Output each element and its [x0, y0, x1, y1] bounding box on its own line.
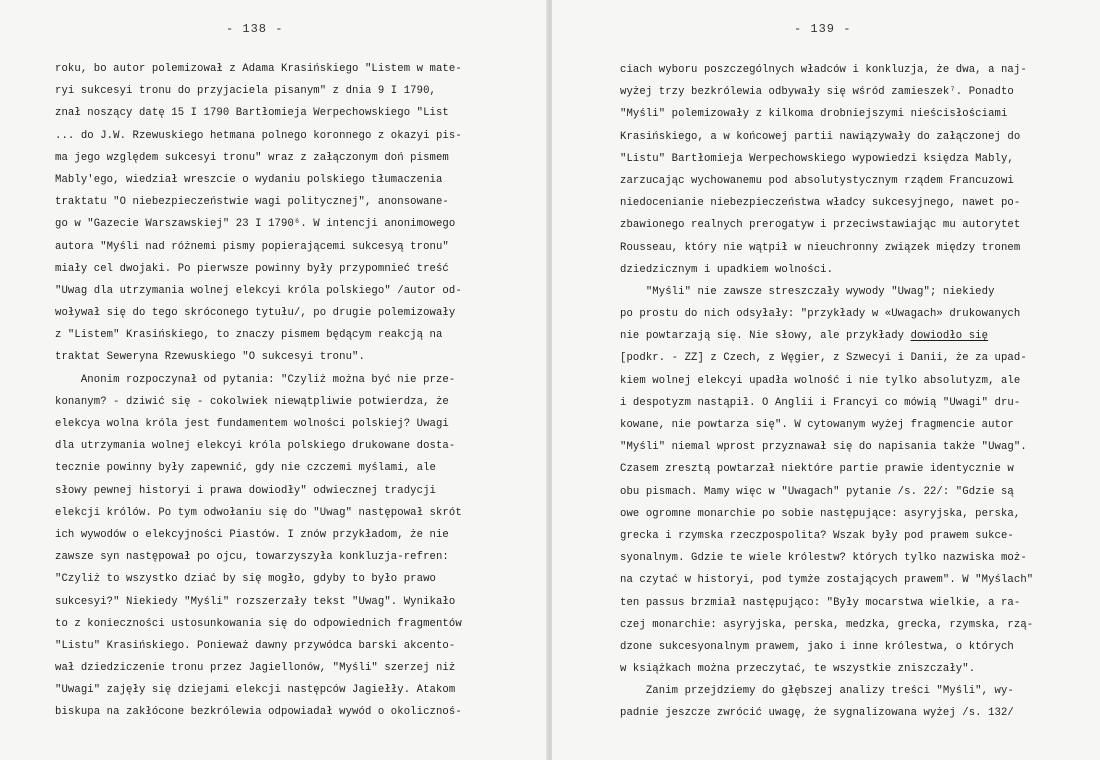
text-line: Rousseau, który nie wątpił w nieuchronny związek między tronem	[620, 241, 1021, 254]
right-page-text	[620, 59, 1060, 725]
text-line: owe ogromne monarchie po sobie następujące: asyryjska, perska,	[620, 507, 1021, 520]
text-line: [podkr. - ZZ] z Czech, z Węgier, z Szwecyi i Danii, że za upad-	[620, 352, 1027, 365]
text-line: "Listu" Krasińskiego. Ponieważ dawny przywódca barski akcento-	[55, 639, 456, 652]
text-line: ten passus brzmiał następująco: "Były mocarstwa wielkie, a ra-	[620, 596, 1021, 609]
text-line: Mably'ego, wiedział wreszcie o wydaniu polskiego tłumaczenia	[55, 173, 443, 186]
text-line: go w "Gazecie Warszawskiej" 23 I 1790⁶. W intencji anonimowego	[55, 218, 456, 231]
text-line: traktat Seweryna Rzewuskiego "O sukcesyi tronu".	[55, 351, 365, 364]
text-line: zbawionego realnych prerogatyw i przeciwstawiając mu autorytet	[620, 219, 1021, 232]
text-line: miały cel dwojaki. Po pierwsze powinny były przypomnieć treść	[55, 262, 449, 275]
text-line: niedocenianie niebezpieczeństwa władcy sukcesyjnego, nawet po-	[620, 197, 1021, 210]
text-line: padnie jeszcze zwrócić uwagę, że sygnalizowana wyżej /s. 132/	[620, 707, 1014, 720]
text-line: sukcesyi?" Niekiedy "Myśli" rozszerzały tekst "Uwag". Wynikało	[55, 595, 456, 608]
text-line: dzone sukcesyonalnym prawem, jako i inne królestwa, o których	[620, 640, 1014, 653]
text-line: z "Listem" Krasińskiego, to znaczy pismem będącym reakcją na	[55, 329, 443, 342]
text-line: ciach wyboru poszczególnych władców i konkluzja, że dwa, a naj-	[620, 64, 1027, 76]
text-line: obu pismach. Mamy więc w "Uwagach" pytanie /s. 22/: "Gdzie są	[620, 485, 1014, 498]
page-number-right: - 139 -	[794, 22, 852, 36]
text-line: "Myśli" niemal wprost przyznawał się do napisania także "Uwag".	[620, 441, 1027, 454]
text-line: to z konieczności ustosunkowania się do odpowiednich fragmentów	[55, 617, 462, 630]
text-line: wyżej trzy bezkrólewia odbywały się wśród zamieszek⁷. Ponadto	[620, 86, 1014, 99]
text-line: słowy pewnej historyi i prawa dowiodły" odwiecznej tradycji	[55, 484, 436, 497]
text-line: kiem wolnej elekcyi upadła wolność i nie tylko absolutyzm, ale	[620, 374, 1021, 387]
text-line: "Listu" Bartłomieja Werpechowskiego wypowiedzi księdza Mably,	[620, 152, 1014, 165]
text-line: ryi sukcesyi tronu do przyjaciela pisanym" z dnia 9 I 1790,	[55, 85, 436, 98]
text-line: biskupa na zakłócone bezkrólewia odpowiadał wywód o okolicznoś-	[55, 706, 462, 719]
text-line: wał dziedziczenie tronu przez Jagiellonów, "Myśli" szerzej niż	[55, 662, 456, 675]
text-line: po prostu do nich odsyłały: "przykłady w «Uwagach» drukowanych	[620, 308, 1021, 321]
text-line: zawsze syn następował po ojcu, towarzyszyła konkluzja-refren:	[55, 551, 449, 564]
text-line: grecka i rzymska rzeczpospolita? Wszak były pod prawem sukce-	[620, 529, 1014, 542]
text-line: syonalnym. Gdzie te wiele królestw? których tylko nazwiska moż-	[620, 552, 1027, 565]
text-line: "Myśli" polemizowały z kilkoma drobniejszymi nieścisłościami	[620, 108, 1008, 121]
left-page-text	[55, 58, 495, 724]
text-line: ma jego względem sukcesyi tronu" wraz z załączonym doń pismem	[55, 151, 449, 164]
text-line: woływał się do tego skróconego tytułu/, po drugie polemizowały	[55, 307, 456, 320]
text-line: czej monarchie: asyryjska, perska, medzka, grecka, rzymska, rzą-	[620, 618, 1034, 631]
text-line: "Uwagi" zajęły się dziejami elekcji następców Jagiełły. Atakom	[55, 684, 456, 697]
text-line: Zanim przejdziemy do głębszej analizy treści "Myśli", wy-	[620, 685, 1014, 698]
text-line: elekcya wolna króla jest fundamentem wolności polskiej? Uwagi	[55, 418, 449, 430]
text-line: i despotyzm nastąpił. O Anglii i Francyi co mówią "Uwagi" dru-	[620, 396, 1021, 409]
page-number-left: - 138 -	[226, 22, 284, 36]
text-line: autora "Myśli nad różnemi pismy popierającemi sukcesyą tronu"	[55, 240, 449, 253]
text-line: ... do J.W. Rzewuskiego hetmana polnego koronnego z okazyi pis-	[55, 129, 462, 142]
text-line: roku, bo autor polemizował z Adama Krasińskiego "Listem w mate-	[55, 63, 462, 75]
text-line: ich wywodów o elekcyjności Piastów. I znów przykładom, że nie	[55, 528, 449, 541]
text-line: konanym? - dziwić się - cokolwiek niewątpliwie potwierdza, że	[55, 395, 449, 408]
text-line: nie powtarzają się. Nie słowy, ale przykłady dowiodło się	[620, 330, 989, 343]
text-line: elekcji królów. Po tym odwołaniu się do "Uwag" następował skrót	[55, 506, 462, 519]
underlined-phrase: dowiodło się	[910, 330, 989, 343]
text-line: w książkach można przeczytać, te wszystkie zniszczały".	[620, 663, 976, 676]
text-line: kowane, nie powtarza się". W cytowanym wyżej fragmencie autor	[620, 419, 1014, 431]
text-line: znał noszący datę 15 I 1790 Bartłomieja Werpechowskiego "List	[55, 107, 449, 120]
left-page	[0, 0, 548, 760]
text-line: "Uwag dla utrzymania wolnej elekcyi króla polskiego" /autor od-	[55, 284, 462, 297]
text-line: zarzucając wychowanemu pod absolutystycznym rządem Francuzowi	[620, 174, 1014, 187]
text-line: na czytać w historyi, pod tymże zostających prawem". W "Myślach"	[620, 574, 1034, 587]
text-line: Anonim rozpoczynał od pytania: "Czyliż można być nie prze-	[55, 373, 456, 386]
text-line: dla utrzymania wolnej elekcyi króla polskiego drukowane dosta-	[55, 440, 456, 453]
text-line: traktatu "O niebezpieczeństwie wagi politycznej", anonsowane-	[55, 196, 449, 209]
text-line: "Myśli" nie zawsze streszczały wywody "Uwag"; niekiedy	[620, 285, 995, 298]
text-line: dziedzicznym i upadkiem wolności.	[620, 263, 834, 276]
text-line: Krasińskiego, a w końcowej partii nawiązywały do załączonej do	[620, 130, 1021, 143]
text-line: "Czyliż to wszystko dziać by się mogło, gdyby to było prawo	[55, 573, 436, 586]
text-line: tecznie powinny były zapewnić, gdy nie czczemi myślami, ale	[55, 462, 436, 475]
right-page	[552, 0, 1100, 760]
text-line: Czasem zresztą powtarzał niektóre partie prawie identycznie w	[620, 463, 1014, 476]
